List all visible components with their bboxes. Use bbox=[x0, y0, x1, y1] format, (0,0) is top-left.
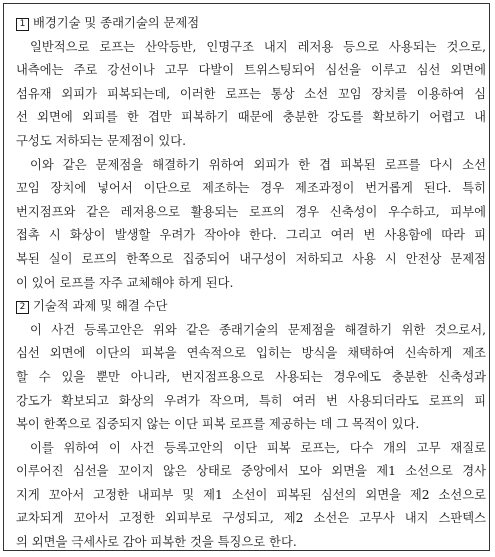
text-line: 선 외면에 외피를 한 겹만 피복하기 때문에 충분한 강도를 확보하기 어렵고 내 bbox=[16, 110, 486, 125]
text-line: 이 사건 등록고안은 위와 같은 종래기술의 문제점을 해결하기 위한 것으로서, bbox=[30, 322, 486, 337]
text-line: 내측에는 주로 강선이나 고무 다발이 트위스팅되어 심선을 이루고 심선 외면에 bbox=[16, 63, 486, 78]
text-line: 구성도 저하되는 문제점이 있다. bbox=[16, 133, 187, 148]
section-heading-solution bbox=[16, 295, 486, 319]
paragraph-solution-1 bbox=[16, 319, 486, 437]
text-line: 섬유재 외피가 피복되는데, 이러한 로프는 통상 소선 꼬임 장치를 이용하여 심 bbox=[16, 86, 486, 101]
text-line: 심선 외면에 이단의 피복을 연속적으로 입히는 방식을 채택하여 신속하게 제조 bbox=[16, 346, 486, 361]
paragraph-solution-2 bbox=[16, 437, 486, 555]
text-line: 이 있어 로프를 자주 교체해야 하게 된다. bbox=[16, 275, 234, 290]
text-line: 지게 꼬아서 고정한 내피부 및 제1 소선이 피복된 심선의 외면을 제2 소선으로 bbox=[16, 487, 486, 502]
section-number-box: 1 bbox=[16, 18, 29, 31]
section-title: 배경기술 및 종래기술의 문제점 bbox=[33, 16, 200, 30]
text-line: 이를 위하여 이 사건 등록고안의 이단 피복 로프는, 다수 개의 고무 재질로 bbox=[30, 440, 486, 455]
text-line: 꼬임 장치에 넣어서 이단으로 제조하는 경우 제조과정이 번거롭게 된다. 특히 bbox=[16, 181, 486, 196]
text-line: 복된 실이 로프의 한쪽으로 집중되어 내구성이 저하되고 사용 시 안전상 문제점 bbox=[16, 251, 486, 266]
text-line: 복이 한쪽으로 집중되지 않는 이단 피복 로프를 제공하는 데 그 목적이 있다. bbox=[16, 417, 420, 432]
section-title: 기술적 과제 및 해결 수단 bbox=[33, 299, 168, 314]
text-line: 이루어진 심선을 꼬이지 않은 상태로 중앙에서 모아 외면을 제1 소선으로 경사 bbox=[16, 464, 486, 479]
text-line: 강도가 확보되고 화상의 우려가 작으며, 특히 여러 번 사용되더라도 로프의 피 bbox=[16, 393, 486, 408]
paragraph-background-2 bbox=[16, 154, 486, 296]
text-line: 이와 같은 문제점을 해결하기 위하여 외피가 한 겹 피복된 로프를 다시 소선 bbox=[30, 157, 486, 172]
text-line: 접촉 시 화상이 발생할 우려가 작아야 한다. 그리고 여러 번 사용함에 따라 피 bbox=[16, 228, 486, 243]
text-line: 일반적으로 로프는 산악등반, 인명구조 내지 레저용 등으로 사용되는 것으로, bbox=[30, 39, 486, 54]
section-heading-background bbox=[16, 12, 486, 36]
text-line: 교차되게 꼬아서 고정한 외피부로 구성되고, 제2 소선은 고무사 내지 스판텍스 bbox=[16, 511, 486, 526]
text-line: 번지점프와 같은 레저용으로 활용되는 로프의 경우 신축성이 우수하고, 피부에 bbox=[16, 204, 486, 219]
section-number-box: 2 bbox=[16, 301, 29, 314]
text-line: 할 수 있을 뿐만 아니라, 번지점프용으로 사용되는 경우에도 충분한 신축성과 bbox=[16, 369, 486, 384]
document-frame bbox=[3, 3, 490, 551]
text-line: 의 외면을 극세사로 감아 피복한 것을 특징으로 한다. bbox=[16, 535, 297, 550]
paragraph-background-1 bbox=[16, 36, 486, 154]
document-body bbox=[16, 12, 486, 555]
